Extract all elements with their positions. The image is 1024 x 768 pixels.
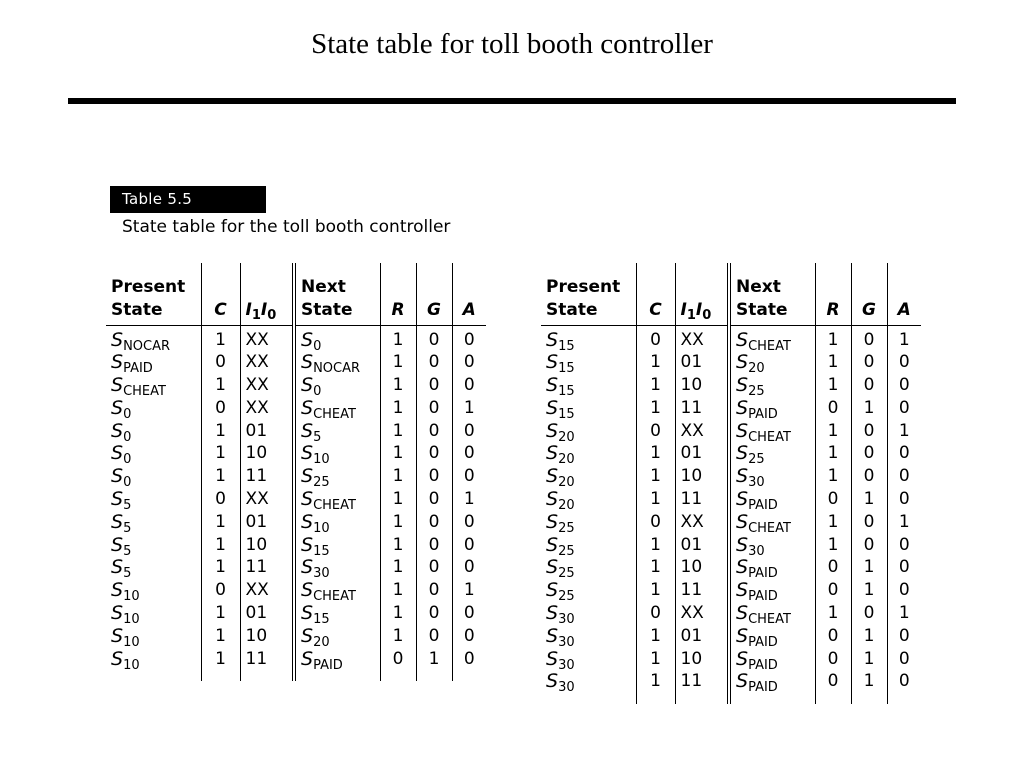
a-cell: 0	[887, 535, 921, 558]
state-table-right	[541, 263, 921, 704]
g-cell: 1	[851, 671, 887, 704]
table-row	[106, 398, 486, 421]
c-cell: 0	[636, 512, 675, 535]
r-cell: 1	[380, 398, 416, 421]
next-state-cell: $S_{10}$	[294, 443, 380, 466]
inputs-cell: 11	[240, 649, 294, 682]
a-cell: 1	[887, 421, 921, 444]
inputs-cell: XX	[240, 489, 294, 512]
a-cell: 0	[887, 352, 921, 375]
table-row	[541, 398, 921, 421]
state-table-left	[106, 263, 486, 681]
header-g: G	[416, 263, 452, 325]
header-r: R	[380, 263, 416, 325]
table-row	[541, 671, 921, 704]
present-state-cell: $S_{10}$	[111, 625, 140, 649]
a-cell: 0	[887, 489, 921, 512]
r-cell: 1	[815, 603, 851, 626]
g-cell: 0	[416, 535, 452, 558]
inputs-cell: XX	[675, 325, 729, 352]
a-cell: 1	[887, 512, 921, 535]
inputs-cell: XX	[675, 512, 729, 535]
next-state-cell: $S_5$	[294, 421, 380, 444]
table-row	[541, 352, 921, 375]
g-cell: 0	[416, 626, 452, 649]
present-state-cell: $S_{25}$	[546, 557, 575, 581]
r-cell: 1	[815, 325, 851, 352]
g-cell: 0	[416, 580, 452, 603]
r-cell: 1	[380, 512, 416, 535]
inputs-cell: 11	[675, 489, 729, 512]
table-row	[106, 489, 486, 512]
r-cell: 1	[815, 535, 851, 558]
present-state-cell: $S_{20}$	[546, 443, 575, 467]
r-cell: 1	[380, 580, 416, 603]
g-cell: 1	[851, 398, 887, 421]
inputs-cell: 01	[675, 535, 729, 558]
a-cell: 0	[452, 512, 486, 535]
present-state-cell: $S_{15}$	[546, 375, 575, 398]
table-row	[106, 421, 486, 444]
r-cell: 1	[815, 512, 851, 535]
inputs-cell: 01	[240, 603, 294, 626]
table-row	[106, 352, 486, 375]
r-cell: 1	[815, 375, 851, 398]
r-cell: 1	[815, 466, 851, 489]
inputs-cell: XX	[240, 375, 294, 398]
c-cell: 1	[636, 466, 675, 489]
c-cell: 1	[201, 557, 240, 580]
g-cell: 0	[851, 325, 887, 352]
c-cell: 1	[201, 466, 240, 489]
present-state-cell: $S_{10}$	[111, 580, 140, 604]
g-cell: 1	[851, 580, 887, 603]
next-state-cell: $S_{CHEAT}$	[294, 580, 380, 603]
r-cell: 1	[380, 375, 416, 398]
header-present-state: Present State	[106, 263, 201, 325]
inputs-cell: XX	[675, 421, 729, 444]
r-cell: 0	[815, 580, 851, 603]
table-row	[541, 603, 921, 626]
table-row	[106, 535, 486, 558]
a-cell: 0	[887, 398, 921, 421]
present-state-cell: $S_{PAID}$	[111, 352, 153, 376]
g-cell: 0	[851, 466, 887, 489]
c-cell: 1	[636, 443, 675, 466]
g-cell: 0	[416, 466, 452, 489]
header-i1-i0: $I_1I_0$	[240, 263, 294, 325]
c-cell: 1	[201, 626, 240, 649]
a-cell: 0	[887, 580, 921, 603]
g-cell: 0	[416, 489, 452, 512]
next-state-cell: $S_{20}$	[294, 626, 380, 649]
inputs-cell: 01	[240, 512, 294, 535]
next-state-cell: $S_{PAID}$	[294, 649, 380, 682]
c-cell: 1	[636, 489, 675, 512]
g-cell: 0	[416, 603, 452, 626]
g-cell: 0	[416, 443, 452, 466]
next-state-cell: $S_{PAID}$	[729, 626, 815, 649]
next-state-cell: $S_{25}$	[729, 443, 815, 466]
g-cell: 1	[851, 649, 887, 672]
inputs-cell: XX	[240, 398, 294, 421]
table-row	[541, 557, 921, 580]
table-caption: State table for the toll booth controller	[122, 217, 451, 237]
table-row	[541, 512, 921, 535]
g-cell: 0	[416, 557, 452, 580]
table-body-right	[541, 325, 921, 704]
present-state-cell: $S_{25}$	[546, 511, 575, 535]
a-cell: 0	[887, 649, 921, 672]
present-state-cell: $S_{30}$	[546, 648, 575, 672]
r-cell: 1	[380, 535, 416, 558]
a-cell: 1	[887, 603, 921, 626]
c-cell: 1	[636, 649, 675, 672]
next-state-cell: $S_{PAID}$	[729, 649, 815, 672]
inputs-cell: 11	[240, 466, 294, 489]
inputs-cell: 01	[675, 443, 729, 466]
r-cell: 0	[815, 626, 851, 649]
header-r: R	[815, 263, 851, 325]
g-cell: 0	[851, 443, 887, 466]
c-cell: 1	[201, 443, 240, 466]
present-state-cell: $S_0$	[111, 397, 132, 421]
header-next-state: Next State	[729, 263, 815, 325]
table-row	[541, 375, 921, 398]
present-state-cell: $S_5$	[111, 534, 132, 558]
r-cell: 0	[815, 489, 851, 512]
g-cell: 1	[851, 557, 887, 580]
header-a: A	[887, 263, 921, 325]
c-cell: 0	[201, 580, 240, 603]
a-cell: 0	[887, 466, 921, 489]
g-cell: 0	[416, 352, 452, 375]
header-g: G	[851, 263, 887, 325]
c-cell: 1	[201, 535, 240, 558]
a-cell: 0	[452, 466, 486, 489]
header-row	[106, 263, 486, 325]
c-cell: 1	[636, 557, 675, 580]
inputs-cell: 11	[675, 398, 729, 421]
inputs-cell: 10	[240, 443, 294, 466]
present-state-cell: $S_{30}$	[546, 671, 575, 696]
c-cell: 1	[201, 325, 240, 352]
r-cell: 1	[815, 421, 851, 444]
r-cell: 1	[380, 352, 416, 375]
table-row	[106, 626, 486, 649]
next-state-cell: $S_{15}$	[294, 603, 380, 626]
present-state-cell: $S_{25}$	[546, 580, 575, 604]
c-cell: 1	[201, 649, 240, 682]
header-present-state: Present State	[541, 263, 636, 325]
r-cell: 1	[380, 489, 416, 512]
a-cell: 1	[452, 489, 486, 512]
table-row	[541, 325, 921, 352]
c-cell: 0	[201, 398, 240, 421]
table-row	[541, 489, 921, 512]
g-cell: 0	[851, 603, 887, 626]
c-cell: 1	[201, 375, 240, 398]
r-cell: 1	[815, 443, 851, 466]
c-cell: 1	[201, 512, 240, 535]
a-cell: 0	[452, 649, 486, 682]
a-cell: 0	[452, 626, 486, 649]
next-state-cell: $S_{30}$	[729, 466, 815, 489]
present-state-cell: $S_5$	[111, 489, 132, 512]
next-state-cell: $S_0$	[294, 325, 380, 352]
r-cell: 0	[815, 671, 851, 704]
slide-title: State table for toll booth controller	[311, 28, 713, 60]
inputs-cell: 10	[675, 466, 729, 489]
present-state-cell: $S_{10}$	[111, 603, 140, 626]
next-state-cell: $S_{NOCAR}$	[294, 352, 380, 375]
inputs-cell: 10	[240, 626, 294, 649]
inputs-cell: 10	[675, 557, 729, 580]
c-cell: 0	[636, 603, 675, 626]
present-state-cell: $S_{20}$	[546, 420, 575, 444]
present-state-cell: $S_{20}$	[546, 489, 575, 512]
present-state-cell: $S_{30}$	[546, 625, 575, 649]
table-row	[106, 443, 486, 466]
present-state-cell: $S_5$	[111, 511, 132, 535]
g-cell: 0	[851, 512, 887, 535]
a-cell: 0	[452, 325, 486, 352]
g-cell: 0	[851, 535, 887, 558]
r-cell: 1	[380, 603, 416, 626]
table-row	[541, 466, 921, 489]
title-divider	[68, 98, 956, 104]
a-cell: 0	[452, 375, 486, 398]
next-state-cell: $S_{CHEAT}$	[294, 489, 380, 512]
present-state-cell: $S_{10}$	[111, 648, 140, 673]
inputs-cell: 01	[240, 421, 294, 444]
r-cell: 0	[815, 649, 851, 672]
r-cell: 1	[380, 466, 416, 489]
g-cell: 0	[416, 512, 452, 535]
g-cell: 1	[851, 626, 887, 649]
table-row	[541, 649, 921, 672]
present-state-cell: $S_{20}$	[546, 466, 575, 490]
table-row	[541, 626, 921, 649]
a-cell: 1	[452, 398, 486, 421]
next-state-cell: $S_0$	[294, 375, 380, 398]
header-c: C	[636, 263, 675, 325]
present-state-cell: $S_0$	[111, 466, 132, 490]
c-cell: 0	[636, 325, 675, 352]
table-body-left	[106, 325, 486, 681]
a-cell: 0	[452, 535, 486, 558]
c-cell: 1	[636, 535, 675, 558]
a-cell: 0	[887, 626, 921, 649]
next-state-cell: $S_{PAID}$	[729, 489, 815, 512]
r-cell: 0	[380, 649, 416, 682]
g-cell: 0	[851, 352, 887, 375]
inputs-cell: 11	[675, 580, 729, 603]
r-cell: 1	[380, 626, 416, 649]
table-row	[106, 375, 486, 398]
next-state-cell: $S_{PAID}$	[729, 398, 815, 421]
present-state-cell: $S_{15}$	[546, 352, 575, 376]
inputs-cell: XX	[240, 580, 294, 603]
next-state-cell: $S_{CHEAT}$	[729, 512, 815, 535]
next-state-cell: $S_{CHEAT}$	[729, 603, 815, 626]
header-row	[541, 263, 921, 325]
g-cell: 0	[416, 325, 452, 352]
table-row	[106, 325, 486, 352]
r-cell: 0	[815, 398, 851, 421]
a-cell: 0	[452, 557, 486, 580]
g-cell: 0	[851, 421, 887, 444]
table-row	[106, 512, 486, 535]
present-state-cell: $S_0$	[111, 420, 132, 444]
next-state-cell: $S_{PAID}$	[729, 557, 815, 580]
header-c: C	[201, 263, 240, 325]
table-row	[106, 649, 486, 682]
next-state-cell: $S_{30}$	[294, 557, 380, 580]
a-cell: 0	[887, 671, 921, 704]
next-state-cell: $S_{30}$	[729, 535, 815, 558]
inputs-cell: XX	[675, 603, 729, 626]
a-cell: 0	[452, 421, 486, 444]
g-cell: 0	[416, 375, 452, 398]
inputs-cell: 10	[240, 535, 294, 558]
a-cell: 0	[887, 557, 921, 580]
next-state-cell: $S_{CHEAT}$	[729, 421, 815, 444]
next-state-cell: $S_{CHEAT}$	[294, 398, 380, 421]
inputs-cell: 10	[675, 649, 729, 672]
a-cell: 1	[887, 325, 921, 352]
table-row	[541, 580, 921, 603]
next-state-cell: $S_{10}$	[294, 512, 380, 535]
a-cell: 0	[887, 375, 921, 398]
a-cell: 1	[452, 580, 486, 603]
next-state-cell: $S_{15}$	[294, 535, 380, 558]
next-state-cell: $S_{20}$	[729, 352, 815, 375]
g-cell: 0	[851, 375, 887, 398]
present-state-cell: $S_{15}$	[546, 328, 575, 353]
present-state-cell: $S_{CHEAT}$	[111, 375, 166, 398]
table-row	[106, 557, 486, 580]
g-cell: 0	[416, 421, 452, 444]
c-cell: 0	[201, 489, 240, 512]
r-cell: 1	[815, 352, 851, 375]
a-cell: 0	[887, 443, 921, 466]
inputs-cell: 10	[675, 375, 729, 398]
a-cell: 0	[452, 443, 486, 466]
next-state-cell: $S_{PAID}$	[729, 671, 815, 704]
table-row	[106, 580, 486, 603]
c-cell: 1	[636, 671, 675, 704]
next-state-cell: $S_{CHEAT}$	[729, 325, 815, 352]
header-i1-i0: $I_1I_0$	[675, 263, 729, 325]
c-cell: 1	[636, 580, 675, 603]
header-next-state: Next State	[294, 263, 380, 325]
inputs-cell: 01	[675, 626, 729, 649]
next-state-cell: $S_{PAID}$	[729, 580, 815, 603]
a-cell: 0	[452, 603, 486, 626]
present-state-cell: $S_{NOCAR}$	[111, 328, 171, 353]
present-state-cell: $S_0$	[111, 443, 132, 467]
inputs-cell: XX	[240, 325, 294, 352]
present-state-cell: $S_{30}$	[546, 603, 575, 626]
r-cell: 1	[380, 443, 416, 466]
inputs-cell: 01	[675, 352, 729, 375]
r-cell: 1	[380, 325, 416, 352]
c-cell: 1	[636, 352, 675, 375]
present-state-cell: $S_{25}$	[546, 534, 575, 558]
g-cell: 1	[851, 489, 887, 512]
a-cell: 0	[452, 352, 486, 375]
table-row	[106, 466, 486, 489]
c-cell: 1	[636, 375, 675, 398]
inputs-cell: 11	[240, 557, 294, 580]
present-state-cell: $S_5$	[111, 557, 132, 581]
c-cell: 0	[636, 421, 675, 444]
c-cell: 1	[636, 398, 675, 421]
table-row	[541, 421, 921, 444]
present-state-cell: $S_{15}$	[546, 397, 575, 421]
table-row	[106, 603, 486, 626]
header-a: A	[452, 263, 486, 325]
table-row	[541, 535, 921, 558]
c-cell: 0	[201, 352, 240, 375]
r-cell: 1	[380, 557, 416, 580]
next-state-cell: $S_{25}$	[729, 375, 815, 398]
r-cell: 1	[380, 421, 416, 444]
r-cell: 0	[815, 557, 851, 580]
next-state-cell: $S_{25}$	[294, 466, 380, 489]
c-cell: 1	[201, 421, 240, 444]
inputs-cell: 11	[675, 671, 729, 704]
table-label: Table 5.5	[110, 186, 266, 213]
inputs-cell: XX	[240, 352, 294, 375]
g-cell: 0	[416, 398, 452, 421]
c-cell: 1	[201, 603, 240, 626]
c-cell: 1	[636, 626, 675, 649]
g-cell: 1	[416, 649, 452, 682]
table-row	[541, 443, 921, 466]
